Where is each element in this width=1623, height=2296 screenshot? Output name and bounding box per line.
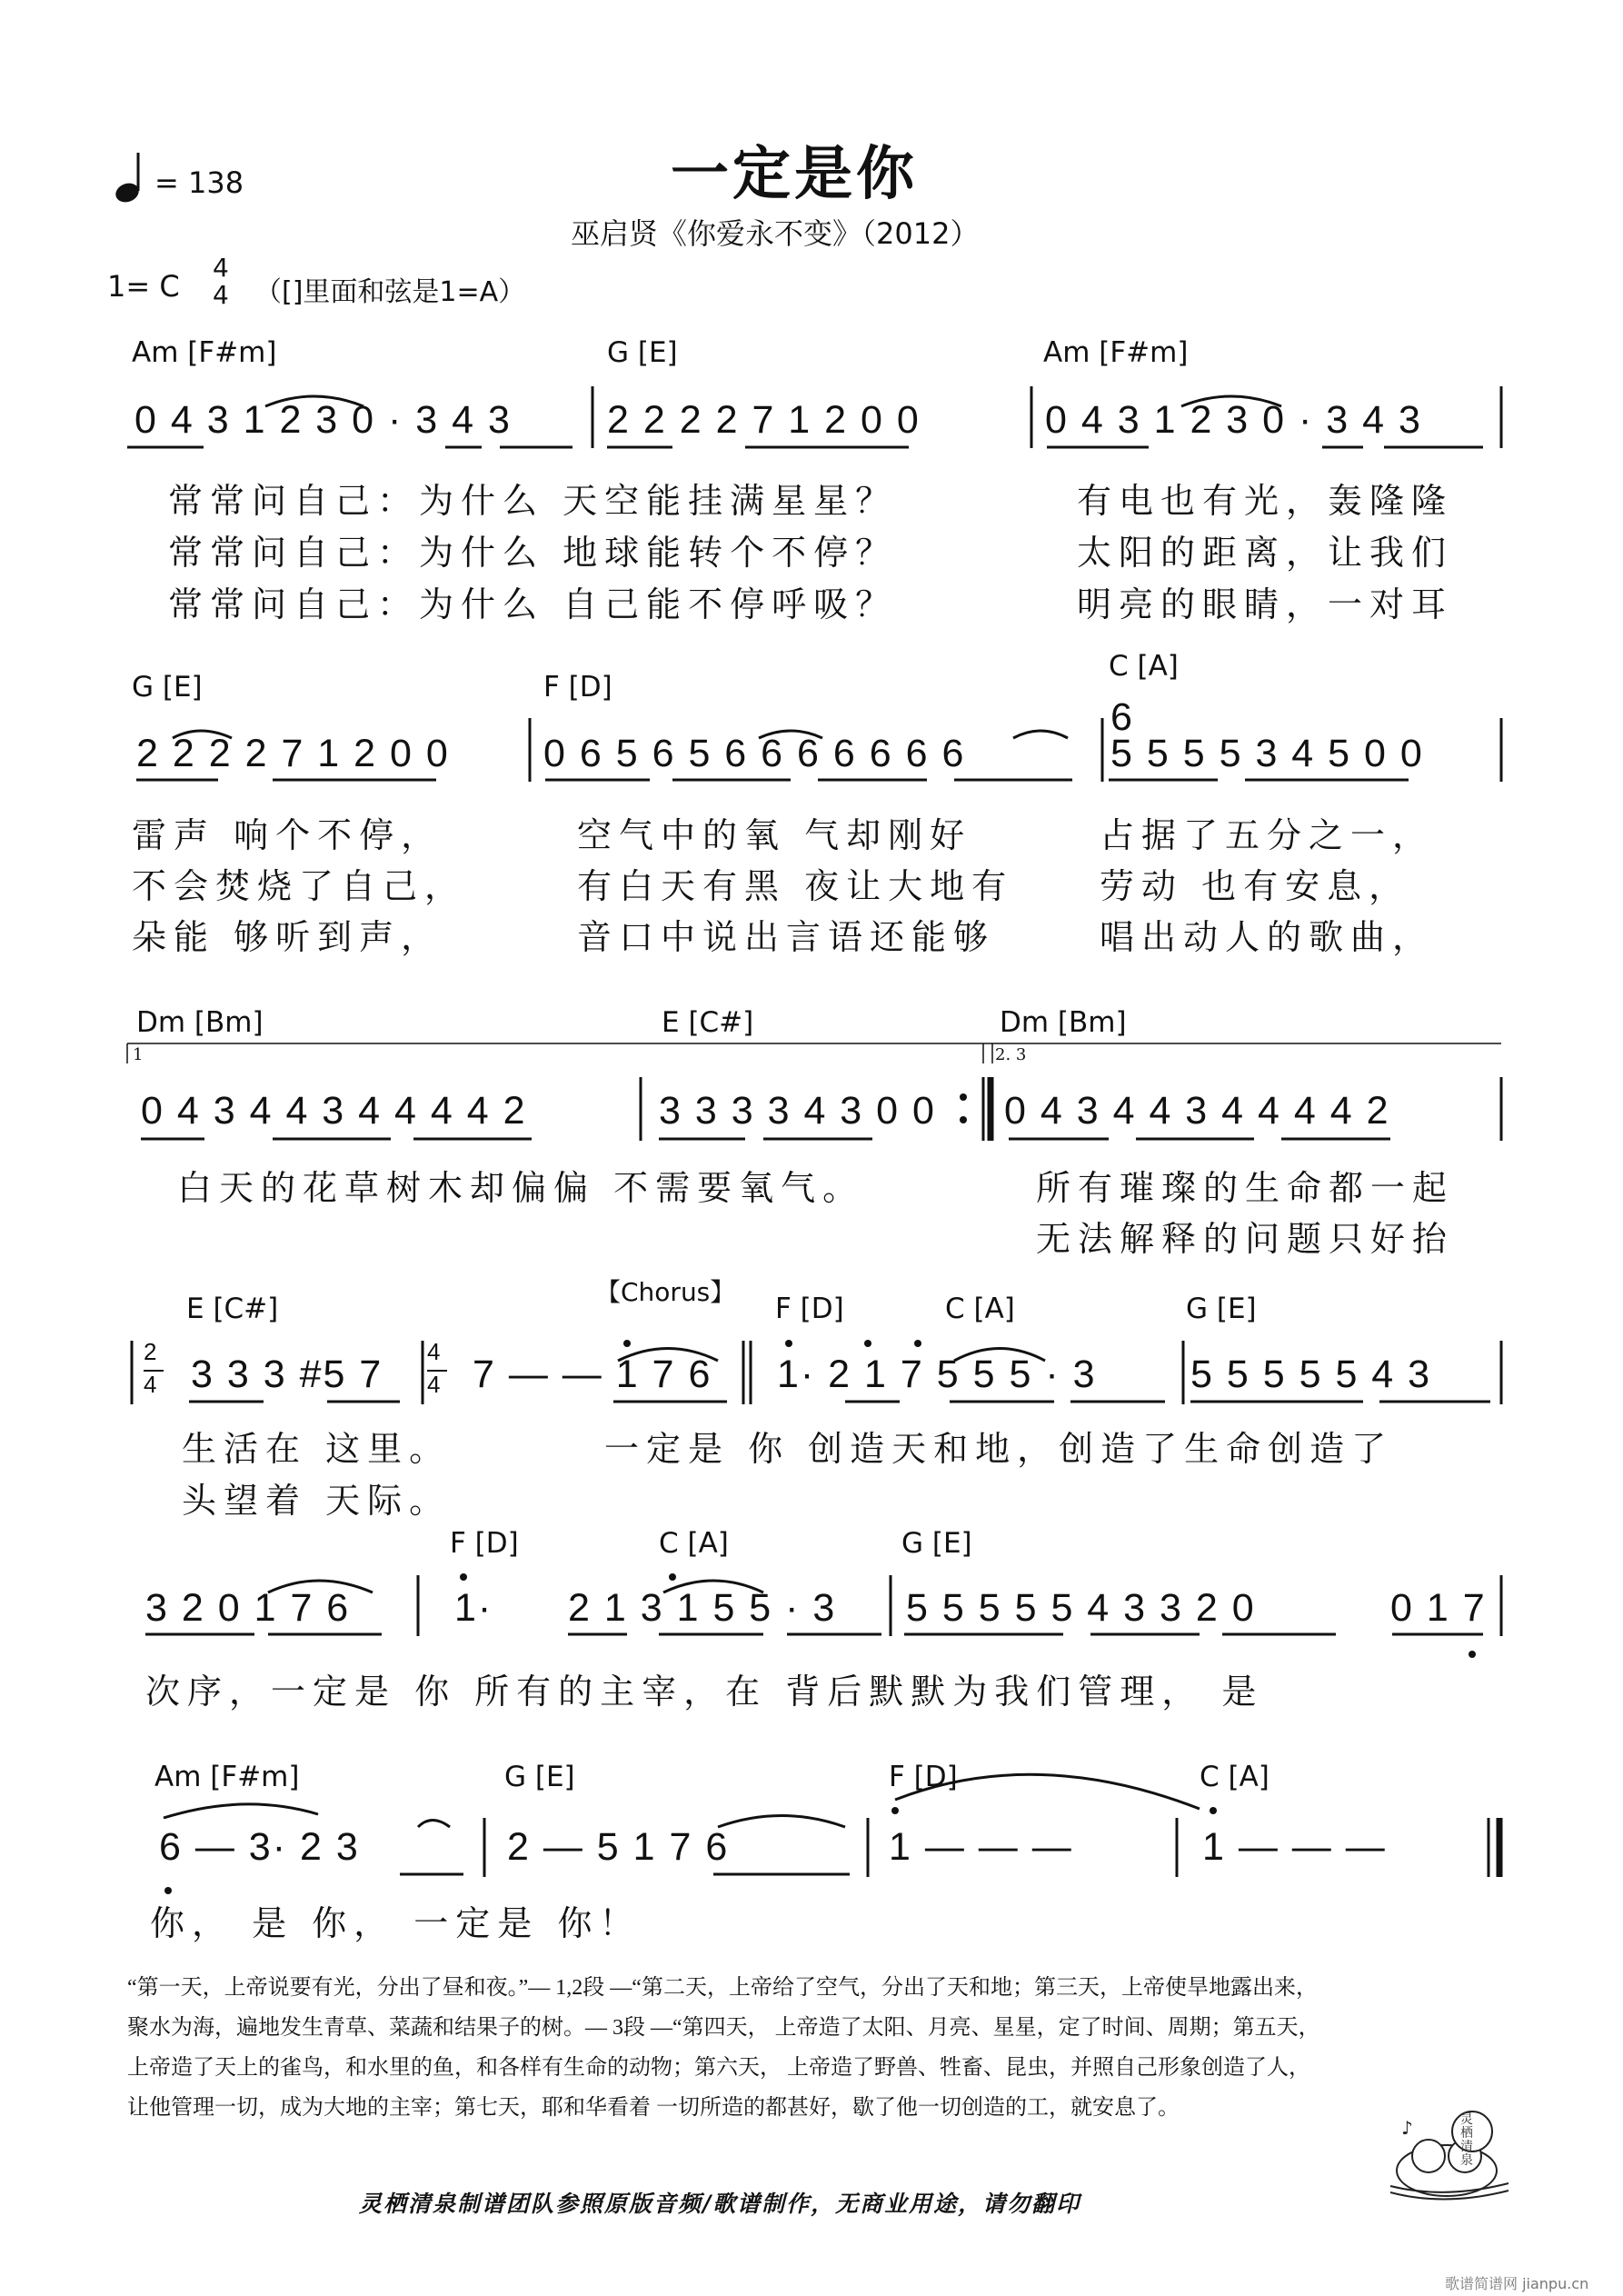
footnote-line: 上帝造了天上的雀鸟，和水里的鱼，和各样有生命的动物；第六天， 上帝造了野兽、牲畜、昆虫，并照自己形象创造了人， — [127, 2056, 1310, 2080]
notation-measure: 5 5 5 5 5 4 3 — [1190, 1353, 1432, 1396]
notation-measure: 1 — — — — [1202, 1825, 1387, 1869]
notation-measure: 0 4 3 1 2 3 0 · 3 4 3 — [1045, 398, 1422, 442]
lyric-line: 常常问自己：为什么 自己能不停呼吸？ — [168, 584, 898, 624]
notation-measure: 1· 2 1 7 5 5 5 · 3 — [777, 1353, 1097, 1396]
time-signature-bottom: 4 — [213, 280, 229, 310]
chord-label: G [E] — [901, 1527, 972, 1560]
lyric-line: 生活在 这里。 — [182, 1429, 452, 1469]
chord-label: Dm [Bm] — [136, 1006, 264, 1039]
site-watermark: 歌谱简谱网 jianpu.cn — [1445, 2275, 1589, 2292]
lyric-line: 一定是 你 创造天和地，创造了生命创造了 — [604, 1429, 1394, 1469]
notation-measure: 0 6 5 6 5 6 6 6 6 6 6 6 — [543, 732, 966, 775]
svg-text:♪: ♪ — [1401, 2117, 1413, 2139]
lyric-line: 音口中说出言语还能够 — [577, 917, 996, 957]
logo-text: 灵栖清泉 — [1460, 2112, 1473, 2168]
lyric-line: 有白天有黑 夜让大地有 — [577, 866, 1014, 906]
subtitle: 巫启贤《你爱永不变》（2012） — [571, 216, 980, 251]
logo-icon — [1381, 2100, 1518, 2209]
time-signature-top: 4 — [213, 253, 229, 283]
lyric-line: 明亮的眼睛，一对耳 — [1077, 584, 1454, 624]
notation-measure: 0 1 7 — [1390, 1586, 1487, 1630]
notation-measure: 2 2 2 2 7 1 2 0 0 — [136, 732, 450, 775]
chord-label: C [A] — [1109, 650, 1179, 683]
tempo: = 138 — [154, 165, 244, 200]
chord-label: C [A] — [945, 1293, 1015, 1325]
notation-measure: 0 4 3 4 4 3 4 4 4 4 2 — [1004, 1089, 1390, 1133]
chord-label: Am [F#m] — [154, 1761, 300, 1793]
chord-label: G [E] — [607, 336, 678, 369]
chorus-label: 【Chorus】 — [595, 1277, 736, 1307]
chord-label: F [D] — [889, 1761, 958, 1793]
credit-line: 灵栖清泉制谱团队参照原版音频/歌谱制作，无商业用途，请勿翻印 — [359, 2191, 1081, 2217]
chord-label: F [D] — [543, 671, 612, 704]
footnote-line: 聚水为海，遍地发生青草、菜蔬和结果子的树。— 3段 —“第四天， 上帝造了太阳、月亮、星星，定了时间、周期；第五天， — [127, 2016, 1320, 2040]
time-signature-bottom: 4 — [144, 1371, 159, 1398]
notation-measure: 3 3 3 3 4 3 0 0 — [659, 1089, 936, 1133]
quarter-note-icon — [113, 153, 141, 205]
chord-label: E [C#] — [662, 1006, 754, 1039]
footnote-line: 让他管理一切，成为大地的主宰；第七天，耶和华看着 一切所造的都甚好，歇了他一切创造的工，就安息了。 — [127, 2096, 1180, 2120]
lyric-line: 朵能 够听到声， — [132, 917, 443, 957]
notation-measure: 2 1 3 1 5 5 · 3 — [568, 1586, 837, 1630]
notation-measure: 5 5 5 5 3 4 5 0 0 — [1110, 732, 1424, 775]
lyric-line: 太阳的距离，让我们 — [1077, 533, 1454, 573]
time-signature-top: 4 — [427, 1338, 443, 1365]
chord-label: F [D] — [775, 1293, 844, 1325]
chord-label: Am [F#m] — [132, 336, 277, 369]
chord-label: Am [F#m] — [1043, 336, 1189, 369]
chord-label: F [D] — [450, 1527, 519, 1560]
page-title: 一定是你 — [671, 141, 918, 208]
notation-measure: 3 3 3 #5 7 — [191, 1353, 383, 1396]
notation-measure: 1 — — — — [889, 1825, 1073, 1869]
lyric-line: 头望着 天际。 — [182, 1481, 452, 1521]
chord-label: Dm [Bm] — [1000, 1006, 1127, 1039]
chord-label: G [E] — [504, 1761, 575, 1793]
notation-measure: 6 — 3· 2 3 — [159, 1825, 360, 1869]
key-signature: 1= C — [107, 269, 180, 304]
lyric-line: 唱出动人的歌曲， — [1100, 917, 1435, 957]
lyric-line: 无法解释的问题只好抬 — [1036, 1219, 1455, 1259]
chord-note: （[]里面和弦是1=A） — [254, 276, 526, 308]
lyric-line: 不会焚烧了自己， — [132, 866, 467, 906]
lyric-line: 白天的花草树木却偏偏 不需要氧气。 — [177, 1168, 865, 1208]
lyric-line: 占据了五分之一， — [1100, 815, 1435, 855]
chord-label: E [C#] — [186, 1293, 279, 1325]
notation-measure: 3 2 0 1 7 6 — [145, 1586, 351, 1630]
chord-label: C [A] — [1200, 1761, 1270, 1793]
time-signature-top: 2 — [144, 1338, 159, 1365]
notation-measure: 0 4 3 4 4 3 4 4 4 4 2 — [141, 1089, 527, 1133]
notation-measure: 2 2 2 2 7 1 2 0 0 — [607, 398, 921, 442]
grace-note: 6 — [1110, 695, 1134, 739]
lyric-line: 常常问自己：为什么 天空能挂满星星？ — [168, 481, 898, 521]
lyric-line: 所有璀璨的生命都一起 — [1036, 1168, 1455, 1208]
notation-measure: 0 4 3 1 2 3 0 · 3 4 3 — [134, 398, 512, 442]
notation-measure: 2 — 5 1 7 6 — [507, 1825, 730, 1869]
notation-measure: 5 5 5 5 5 4 3 3 2 0 — [906, 1586, 1256, 1630]
time-signature-bottom: 4 — [427, 1371, 443, 1398]
lyric-line: 劳动 也有安息， — [1100, 866, 1411, 906]
chord-label: G [E] — [132, 671, 203, 704]
footnote-line: “第一天，上帝说要有光，分出了昼和夜。”— 1,2段 —“第二天，上帝给了空气，分出了天和地；第三天，上帝使旱地露出来， — [127, 1976, 1318, 2000]
lyric-line: 次序，一定是 你 所有的主宰，在 背后默默为我们管理， 是 — [145, 1672, 1264, 1712]
volta-1: 1 — [133, 1045, 144, 1064]
lyric-line: 常常问自己：为什么 地球能转个不停？ — [168, 533, 898, 573]
lyric-line: 你， 是 你， 一定是 你！ — [150, 1903, 642, 1943]
lyric-line: 有电也有光，轰隆隆 — [1077, 481, 1454, 521]
chord-label: C [A] — [659, 1527, 729, 1560]
notation-measure: 7 — — 1 7 6 — [473, 1353, 712, 1396]
notation-measure: 1· — [454, 1586, 493, 1630]
chord-label: G [E] — [1186, 1293, 1257, 1325]
lyric-line: 空气中的氧 气却刚好 — [577, 815, 972, 855]
lyric-line: 雷声 响个不停， — [132, 815, 443, 855]
volta-2-3: 2. 3 — [995, 1045, 1027, 1064]
